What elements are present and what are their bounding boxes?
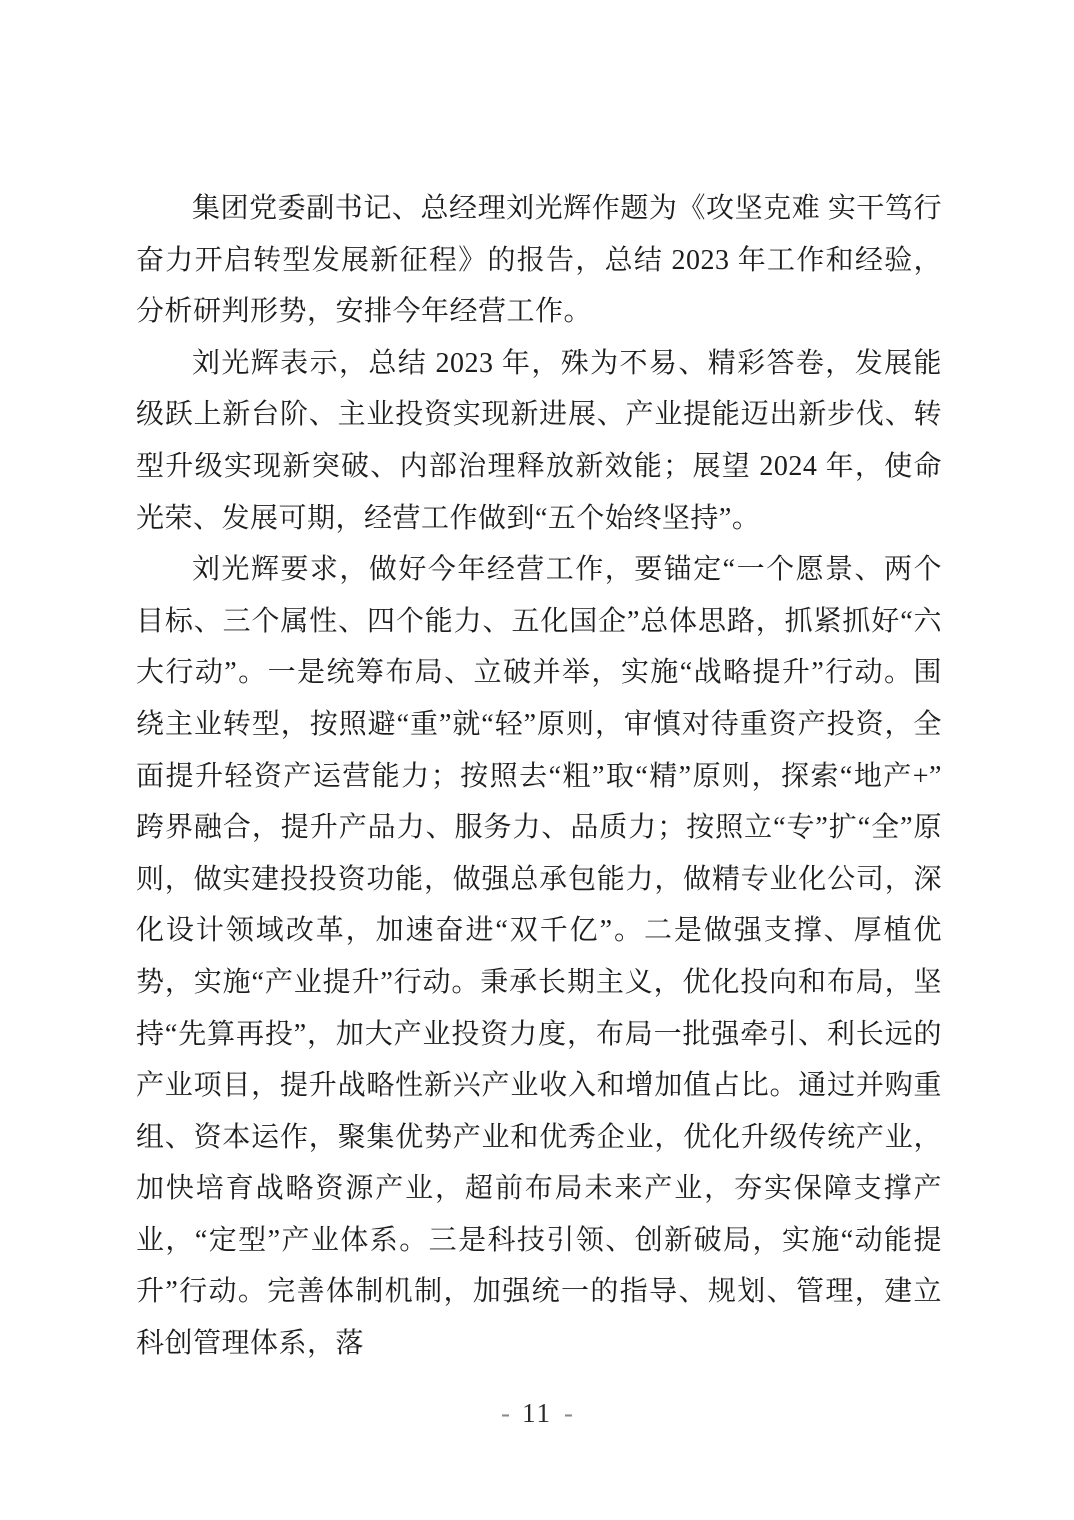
paragraph-2: 刘光辉表示，总结 2023 年，殊为不易、精彩答卷，发展能级跃上新台阶、主业投资实现新进展、产业提能迈出新步伐、转型升级实现新突破、内部治理释放新效能；展望 2024 年，使命光荣、发展可期，经营工作做到“五个始终坚持”。 (136, 347, 942, 534)
page-number: 11 (522, 1398, 552, 1428)
paragraph-3: 刘光辉要求，做好今年经营工作，要锚定“一个愿景、两个目标、三个属性、四个能力、五化国企”总体思路，抓紧抓好“六大行动”。一是统筹布局、立破并举，实施“战略提升”行动。围绕主业转型，按照避“重”就“轻”原则，审慎对待重资产投资，全面提升轻资产运营能力；按照去“粗”取“精”原则，探索“地产+”跨界融合，提升产品力、服务力、品质力；按照立“专”扩“全”原则，做实建投投资功能，做强总承包能力，做精专业化公司，深化设计领域改革，加速奋进“双千亿”。二是做强支撑、厚植优势，实施“产业提升”行动。秉承长期主义，优化投向和布局，坚持“先算再投”，加大产业投资力度，布局一批强牵引、利长远的产业项目，提升战略性新兴产业收入和增加值占比。通过并购重组、资本运作，聚集优势产业和优秀企业，优化升级传统产业，加快培育战略资源产业，超前布局未来产业，夯实保障支撑产业，“定型”产业体系。三是科技引领、创新破局，实施“动能提升”行动。完善体制机制，加强统一的指导、规划、管理，建立科创管理体系，落 (136, 554, 942, 1360)
footer-left-dash: - (501, 1398, 510, 1428)
paragraph-1: 集团党委副书记、总经理刘光辉作题为《攻坚克难 实干笃行 奋力开启转型发展新征程》的报告，总结 2023 年工作和经验，分析研判形势，安排今年经营工作。 (136, 193, 942, 328)
footer-right-dash: - (564, 1398, 573, 1428)
document-body (136, 183, 942, 1370)
page-footer (0, 1398, 1074, 1429)
